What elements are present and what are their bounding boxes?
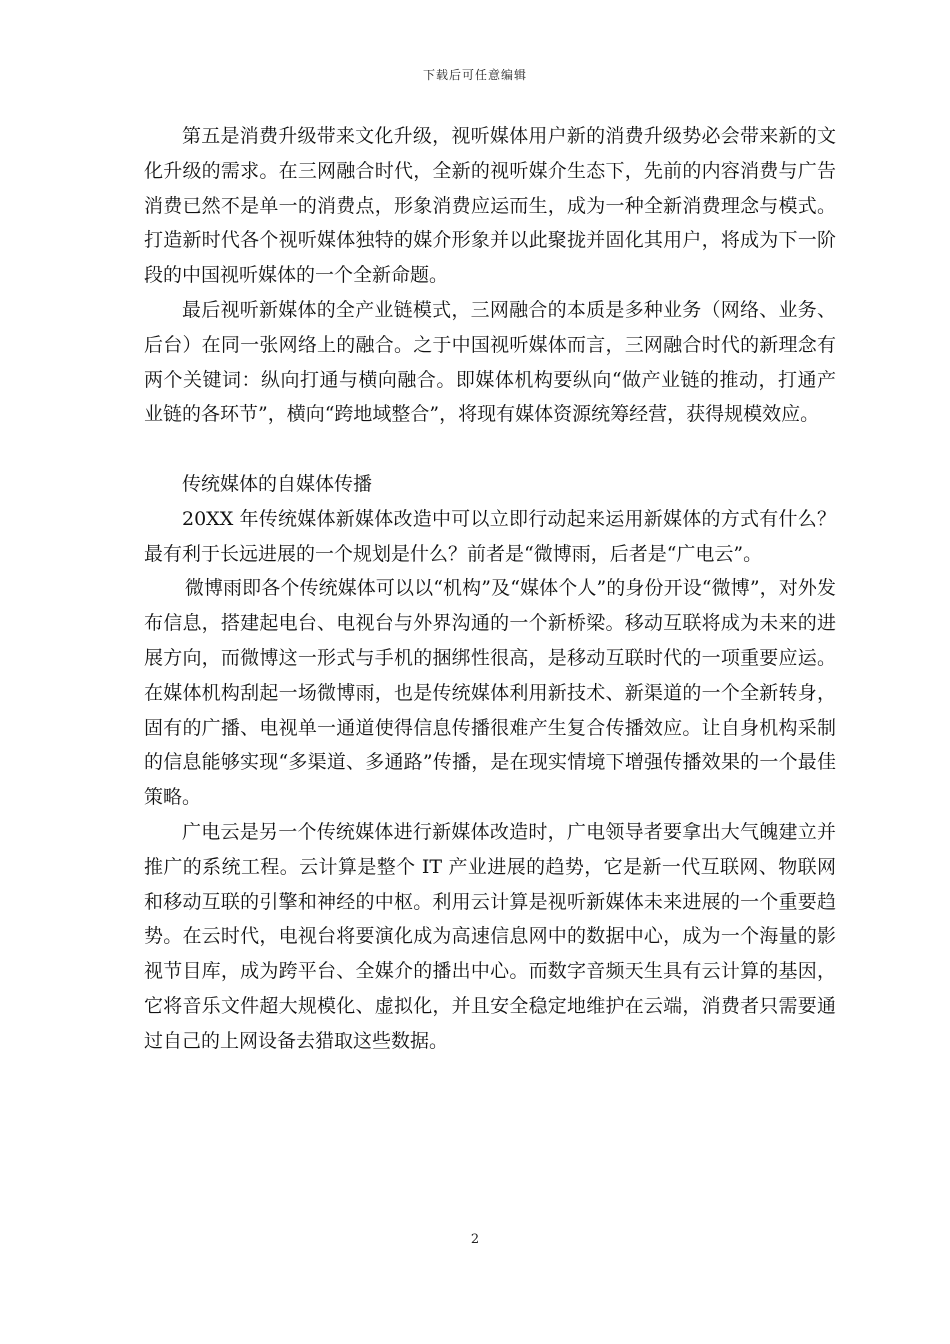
paragraph-industry-chain: 最后视听新媒体的全产业链模式，三网融合的本质是多种业务（网络、业务、后台）在同一张网络上的融合。之于中国视听媒体而言，三网融合时代的新理念有两个关键词：纵向打通与横向融合。即媒体机构要纵向“做产业链的推动，打通产业链的各环节”，横向“跨地域整合”，将现有媒体资源统筹经营，获得规模效应。 <box>144 298 836 426</box>
document-body <box>144 119 836 1059</box>
page-header: 下载后可任意编辑 <box>422 68 527 82</box>
paragraph-weibo-rain: 微博雨即各个传统媒体可以以“机构”及“媒体个人”的身份开设“微博”，对外发布信息，搭建起电台、电视台与外界沟通的一个新桥梁。移动互联将成为未来的进展方向，而微博这一形式与手机的捆绑性很高，是移动互联时代的一项重要应运。在媒体机构刮起一场微博雨，也是传统媒体利用新技术、新渠道的一个全新转身，固有的广播、电视单一通道使得信息传播很难产生复合传播效应。让自身机构采制的信息能够实现“多渠道、多通路”传播，是在现实情境下增强传播效果的一个最佳策略。 <box>144 577 836 809</box>
section-heading: 传统媒体的自媒体传播 <box>182 472 373 495</box>
page-number: 2 <box>470 1232 480 1247</box>
paragraph-broadcast-cloud: 广电云是另一个传统媒体进行新媒体改造时，广电领导者要拿出大气魄建立并推广的系统工程。云计算是整个 IT 产业进展的趋势，它是新一代互联网、物联网和移动互联的引擎和神经的中枢。利用云计算是视听新媒体未来进展的一个重要趋势。在云时代，电视台将要演化成为高速信息网中的数据中心，成为一个海量的影视节目库，成为跨平台、全媒介的播出中心。而数字音频天生具有云计算的基因，它将音乐文件超大规模化、虚拟化，并且安全稳定地维护在云端，消费者只需要通过自己的上网设备去猎取这些数据。 <box>144 820 836 1052</box>
paragraph-consumption-upgrade: 第五是消费升级带来文化升级，视听媒体用户新的消费升级势必会带来新的文化升级的需求。在三网融合时代，全新的视听媒介生态下，先前的内容消费与广告消费已然不是单一的消费点，形象消费应运而生，成为一种全新消费理念与模式。打造新时代各个视听媒体独特的媒介形象并以此聚拢并固化其用户，将成为下一阶段的中国视听媒体的一个全新命题。 <box>144 125 836 287</box>
paragraph-weibo-cloud-intro: 20XX 年传统媒体新媒体改造中可以立即行动起来运用新媒体的方式有什么？最有利于长远进展的一个规划是什么？前者是“微博雨，后者是“广电云”。 <box>144 507 836 565</box>
